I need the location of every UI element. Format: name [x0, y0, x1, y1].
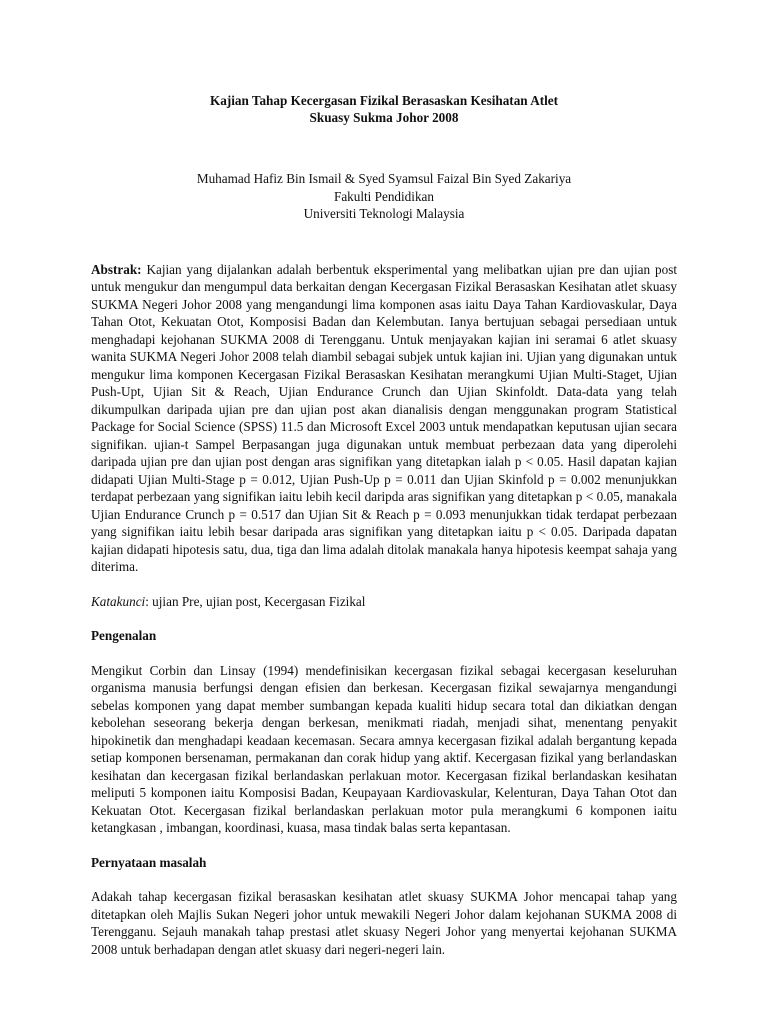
section-body-pernyataan-masalah: Adakah tahap kecergasan fizikal berasaskan kesihatan atlet skuasy SUKMA Johor mencapai tahap yang ditetapkan oleh Majlis Sukan Negeri johor untuk mewakili Negeri Johor dalam kejohanan SUKMA 2008 di Terengganu. Sejauh manakah tahap prestasi atlet skuasy Negeri Johor yang menyertai kejohanan SUKMA 2008 untuk berhadapan dengan atlet skuasy dari negeri-negeri lain. — [91, 889, 677, 957]
abstract-label: Abstrak: — [91, 261, 142, 277]
paper-title — [91, 92, 677, 126]
keywords-text: : ujian Pre, ujian post, Kecergasan Fizikal — [145, 593, 366, 609]
section-heading-pengenalan: Pengenalan — [91, 628, 157, 643]
abstract-paragraph — [91, 261, 677, 576]
author-names: Muhamad Hafiz Bin Ismail & Syed Syamsul Faizal Bin Syed Zakariya — [196, 171, 572, 186]
author-faculty: Fakulti Pendidikan — [333, 188, 434, 204]
section-heading-pernyataan-masalah: Pernyataan masalah — [91, 854, 207, 870]
keywords-label: Katakunci — [91, 593, 146, 609]
author-university: Universiti Teknologi Malaysia — [303, 206, 465, 221]
section-body-pengenalan: Mengikut Corbin dan Linsay (1994) mendefinisikan kecergasan fizikal sebagai kecergasan keseluruhan organisma manusia berfungsi dengan efisien dan berkesan. Kecergasan fizikal sewajarnya mengandungi sebelas komponen yang dapat member sumbangan kepada kualiti hidup secara total dan dikiatkan dengan kebolehan seseorang bekerja dengan berkesan, menikmati riadah, menjadi sihat, menentang penyakit hipokinetik dan menghadapi keadaan kecemasan. Secara amnya kecergasan fizikal adalah bergantung kepada setiap komponen bersenaman, permakanan dan corak hidup yang aktif. Kecergasan fizikal yang berlandaskan kesihatan dan kecergasan fizikal berlandaskan perlakuan motor. Kecergasan fizikal berlandaskan kesihatan meliputi 5 komponen iaitu Komposisi Badan, Keupayaan Kardiovaskular, Kelenturan, Daya Tahan Otot dan Kekuatan Otot. Kecergasan fizikal berlandaskan perlakuan motor pula merangkumi 6 komponen iaitu ketangkasan , imbangan, koordinasi, kuasa, masa tindak balas serta kepantasan. — [91, 662, 677, 835]
abstract-text: Kajian yang dijalankan adalah berbentuk eksperimental yang melibatkan ujian pre dan ujian post untuk mengukur dan mengumpul data berkaitan dengan Kecergasan Fizikal Berasaskan Kesihatan atlet skuasy SUKMA Negeri Johor 2008 yang mengandungi lima komponen asas iaitu Daya Tahan Kardiovaskular, Daya Tahan Otot, Kekuatan Otot, Komposisi Badan dan Kelembutan. Ianya bertujuan sebagai persediaan untuk menghadapi kejohanan SUKMA 2008 di Terengganu. Untuk menjayakan kajian ini seramai 6 atlet skuasy wanita SUKMA Negeri Johor 2008 telah diambil sebagai subjek untuk kajian ini. Ujian yang digunakan untuk mengukur lima komponen Kecergasan Fizikal Berasaskan Kesihatan merangkumi Ujian Multi-Staget, Ujian Push-Upt, Ujian Sit & Reach, Ujian Endurance Crunch dan Ujian Skinfoldt. Data-data yang telah dikumpulkan daripada ujian pre dan ujian post akan dianalisis dengan menggunakan program Statistical Package for Social Science (SPSS) 11.5 dan Microsoft Excel 2003 untuk mendapatkan keputusan ujian secara signifikan. ujian-t Sampel Berpasangan juga digunakan untuk membuat perbezaan data yang diperolehi daripada ujian pre dan ujian post dengan aras signifikan yang ditetapkan ialah p < 0.05. Hasil dapatan kajian didapati Ujian Multi-Stage p = 0.012, Ujian Push-Up p = 0.011 dan Ujian Skinfold p = 0.002 menunjukkan terdapat perbezaan yang signifikan iaitu lebih kecil daripda aras signifikan yang ditetapkan p < 0.05, manakala Ujian Endurance Crunch p = 0.517 dan Ujian Sit & Reach p = 0.093 menunjukkan tidak terdapat perbezaan yang signifikan iaitu lebih besar daripada aras signifikan yang ditetapkan iaitu p < 0.05. Daripada dapatan kajian didapati hipotesis satu, dua, tiga dan lima adalah ditolak manakala hanya hipotesis keempat sahaja yang diterima. — [91, 261, 677, 574]
author-block — [91, 170, 677, 223]
title-line-1: Kajian Tahap Kecergasan Fizikal Berasaskan Kesihatan Atlet — [209, 93, 559, 108]
keywords-paragraph — [91, 593, 677, 611]
title-line-2: Skuasy Sukma Johor 2008 — [309, 110, 459, 125]
